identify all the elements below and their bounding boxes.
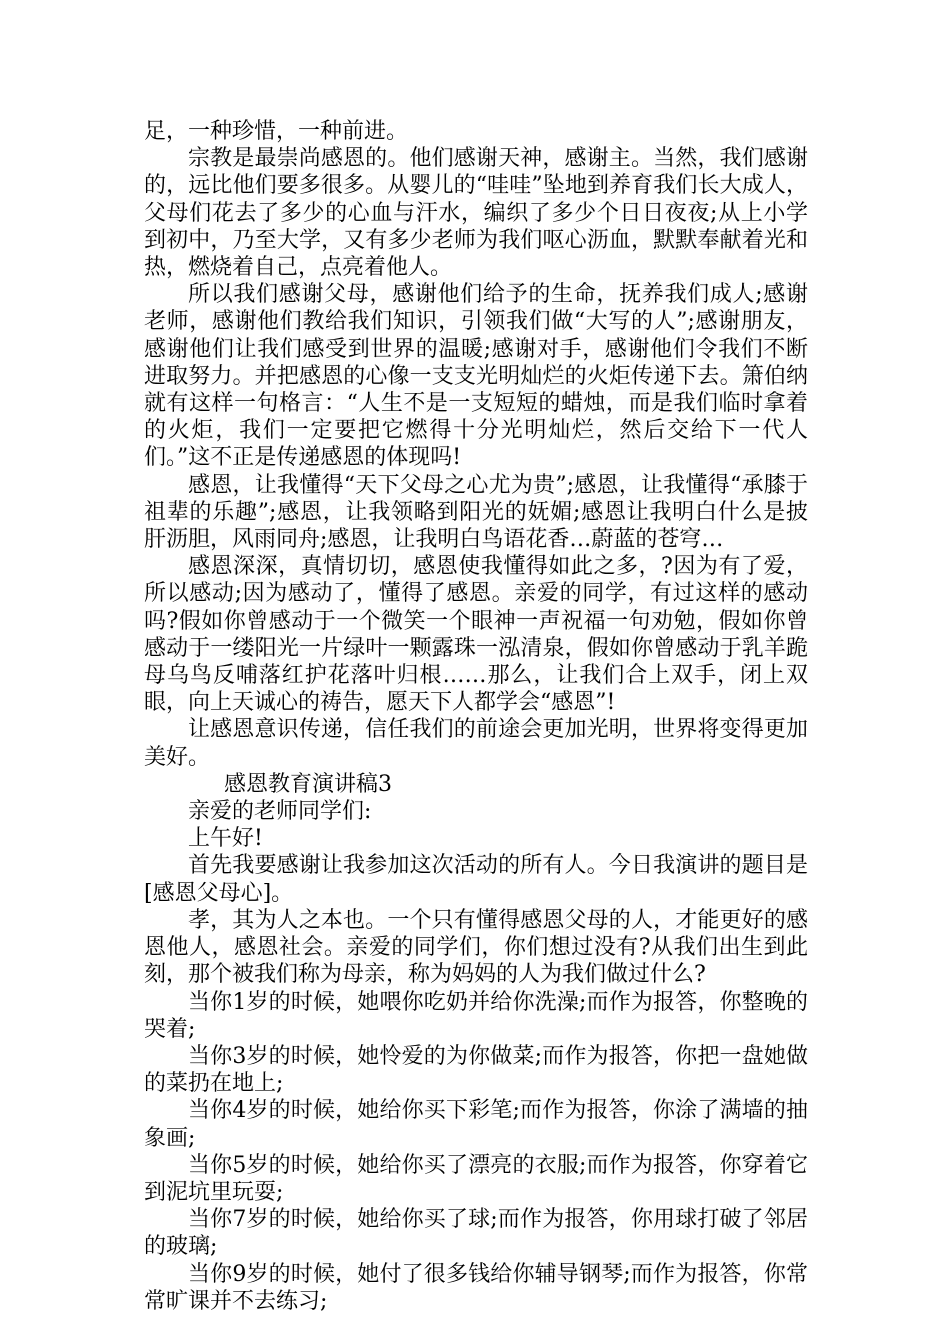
salutation: 上午好! <box>188 826 263 852</box>
paragraph: 孝，其为人之本也。一个只有懂得感恩父母的人，才能更好的感恩他人，感恩社会。亲爱的同学们，你们想过没有?从我们出生到此刻，那个被我们称为母亲，称为妈妈的人为我们做过什么? <box>144 907 808 988</box>
paragraph: 首先我要感谢让我参加这次活动的所有人。今日我演讲的题目是[感恩父母心]。 <box>144 853 808 906</box>
document-page <box>144 118 808 1315</box>
paragraph: 足，一种珍惜，一种前进。 <box>144 119 409 144</box>
section-title: 感恩教育演讲稿3 <box>224 771 392 797</box>
paragraph: 当你4岁的时候，她给你买下彩笔;而作为报答，你涂了满墙的抽象画; <box>144 1098 808 1151</box>
paragraph: 感恩，让我懂得“天下父母之心尤为贵”;感恩，让我懂得“承膝于祖辈的乐趣”;感恩，让我领略到阳光的妩媚;感恩让我明白什么是披肝沥胆，风雨同舟;感恩，让我明白鸟语花香…蔚蓝的苍穹… <box>144 472 808 553</box>
paragraph: 当你7岁的时候，她给你买了球;而作为报答，你用球打破了邻居的玻璃; <box>144 1207 808 1260</box>
paragraph: 当你3岁的时候，她怜爱的为你做菜;而作为报答，你把一盘她做的菜扔在地上; <box>144 1043 808 1097</box>
greeting: 亲爱的老师同学们: <box>188 799 372 825</box>
paragraph: 当你9岁的时候，她付了很多钱给你辅导钢琴;而作为报答，你常常旷课并不去练习; <box>144 1261 808 1314</box>
paragraph: 所以我们感谢父母，感谢他们给予的生命，抚养我们成人;感谢老师，感谢他们教给我们知识，引领我们做“大写的人”;感谢朋友，感谢他们让我们感受到世界的温暖;感谢对手，感谢他们令我们不断进取努力。并把感恩的心像一支支光明灿烂的火炬传递下去。箫伯纳就有这样一句格言：“人生不是一支短短的蜡烛，而是我们临时拿着的火炬，我们一定要把它燃得十分光明灿烂，然后交给下一代人们。”这不正是传递感恩的体现吗! <box>144 282 808 471</box>
paragraph: 宗教是最崇尚感恩的。他们感谢天神，感谢主。当然，我们感谢的，远比他们要多很多。从婴儿的“哇哇”坠地到养育我们长大成人，父母们花去了多少的心血与汗水，编织了多少个日日夜夜;从上小学到初中，乃至大学，又有多少老师为我们呕心沥血，默默奉献着光和热，燃烧着自己，点亮着他人。 <box>144 146 808 281</box>
paragraph: 当你5岁的时候，她给你买了漂亮的衣服;而作为报答，你穿着它到泥坑里玩耍; <box>144 1152 808 1205</box>
paragraph: 当你1岁的时候，她喂你吃奶并给你洗澡;而作为报答，你整晚的哭着; <box>144 989 808 1042</box>
paragraph: 让感恩意识传递，信任我们的前途会更加光明，世界将变得更加美好。 <box>144 717 808 770</box>
paragraph: 感恩深深，真情切切，感恩使我懂得如此之多，?因为有了爱，所以感动;因为感动了，懂得了感恩。亲爱的同学，有过这样的感动吗?假如你曾感动于一个微笑一个眼神一声祝福一句劝勉，假如你曾感动于一缕阳光一片绿叶一颗露珠一泓清泉，假如你曾感动于乳羊跪母乌鸟反哺落红护花落叶归根……那么，让我们合上双手，闭上双眼，向上天诚心的祷告，愿天下人都学会“感恩”! <box>144 554 808 716</box>
